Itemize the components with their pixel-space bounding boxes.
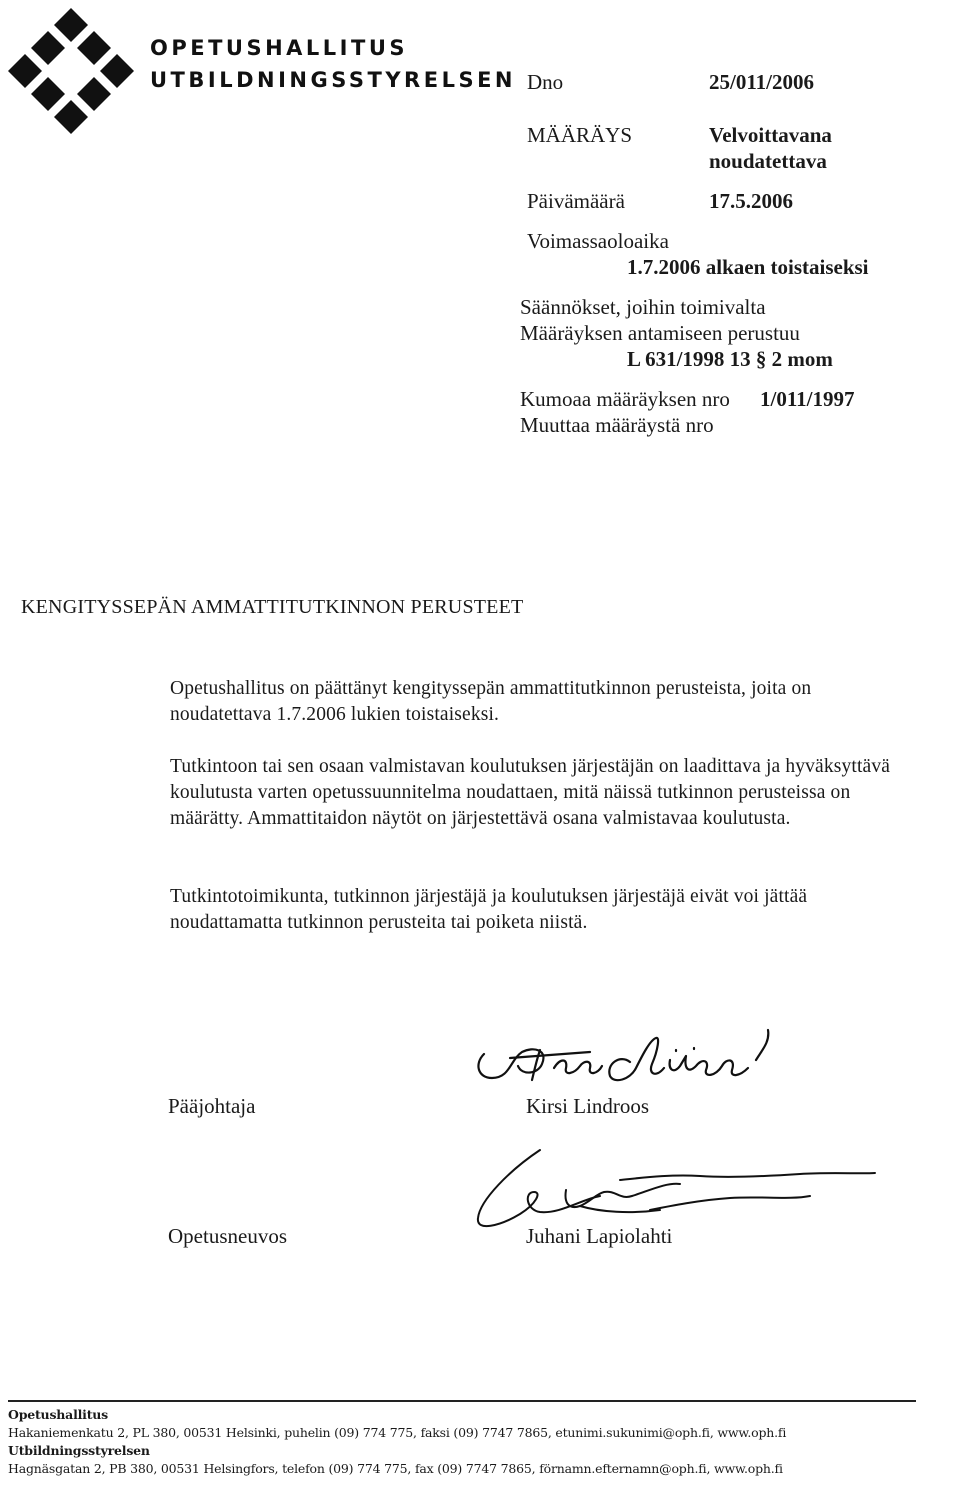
amends-label: Muuttaa määräystä nro — [520, 413, 714, 437]
validity-value: 1.7.2006 alkaen toistaiseksi — [627, 255, 869, 279]
signatory-1-name: Kirsi Lindroos — [526, 1094, 650, 1118]
footer-org-fi: Opetushallitus — [8, 1407, 109, 1422]
repeals-label: Kumoaa määräyksen nro — [520, 387, 730, 411]
body-paragraph-2: Tutkintoon tai sen osaan valmistavan koulutuksen järjestäjän on laadittava ja hyväksyttävä koulutusta varten opetussuunnitelma noudattaen, mitä näissä tutkinnon perusteissa on määrätty. Ammattitaidon näytöt on järjestettävä osana valmistavaa koulutusta. — [170, 756, 891, 829]
rules-value: L 631/1998 13 § 2 mom — [627, 347, 833, 371]
org-name-fi: OPETUSHALLITUS — [150, 36, 408, 60]
signatory-1-role: Pääjohtaja — [168, 1094, 256, 1118]
footer-org-sv: Utbildningsstyrelsen — [8, 1443, 150, 1458]
type-label: MÄÄRÄYS — [527, 123, 633, 147]
date-value: 17.5.2006 — [709, 189, 793, 213]
rules-line2: Määräyksen antamiseen perustuu — [520, 321, 800, 345]
footer-divider — [8, 1400, 916, 1402]
signature-lindroos-icon — [470, 1020, 790, 1090]
date-label: Päivämäärä — [527, 189, 625, 213]
org-name-sv: UTBILDNINGSSTYRELSEN — [150, 68, 516, 92]
body-paragraph-1: Opetushallitus on päättänyt kengityssepän ammattitutkinnon perusteista, joita on noudatettava 1.7.2006 lukien toistaiseksi. — [170, 678, 812, 725]
repeals-value: 1/011/1997 — [760, 387, 855, 411]
type-value-line2: noudatettava — [709, 149, 827, 173]
diamond-grid-logo-icon — [8, 8, 134, 134]
validity-label: Voimassaoloaika — [527, 229, 669, 253]
type-value-line1: Velvoittavana — [709, 123, 832, 147]
body-paragraph-3: Tutkintotoimikunta, tutkinnon järjestäjä ja koulutuksen järjestäjä eivät voi jättää noudattamatta tutkinnon perusteita tai poiketa niistä. — [170, 886, 808, 933]
dno-label: Dno — [527, 70, 564, 94]
signatory-2-role: Opetusneuvos — [168, 1224, 287, 1248]
signatory-2-name: Juhani Lapiolahti — [526, 1224, 673, 1248]
dno-value: 25/011/2006 — [709, 70, 815, 94]
footer-address-sv: Hagnäsgatan 2, PB 380, 00531 Helsingfors, telefon (09) 774 775, fax (09) 7747 7865, förnamn.efternamn@oph.fi, www.oph.fi — [8, 1461, 783, 1476]
rules-line1: Säännökset, joihin toimivalta — [520, 295, 766, 319]
footer-address-fi: Hakaniemenkatu 2, PL 380, 00531 Helsinki, puhelin (09) 774 775, faksi (09) 7747 7865, etunimi.sukunimi@oph.fi, www.oph.fi — [8, 1425, 787, 1440]
document-title: KENGITYSSEPÄN AMMATTITUTKINNON PERUSTEET — [21, 596, 524, 618]
